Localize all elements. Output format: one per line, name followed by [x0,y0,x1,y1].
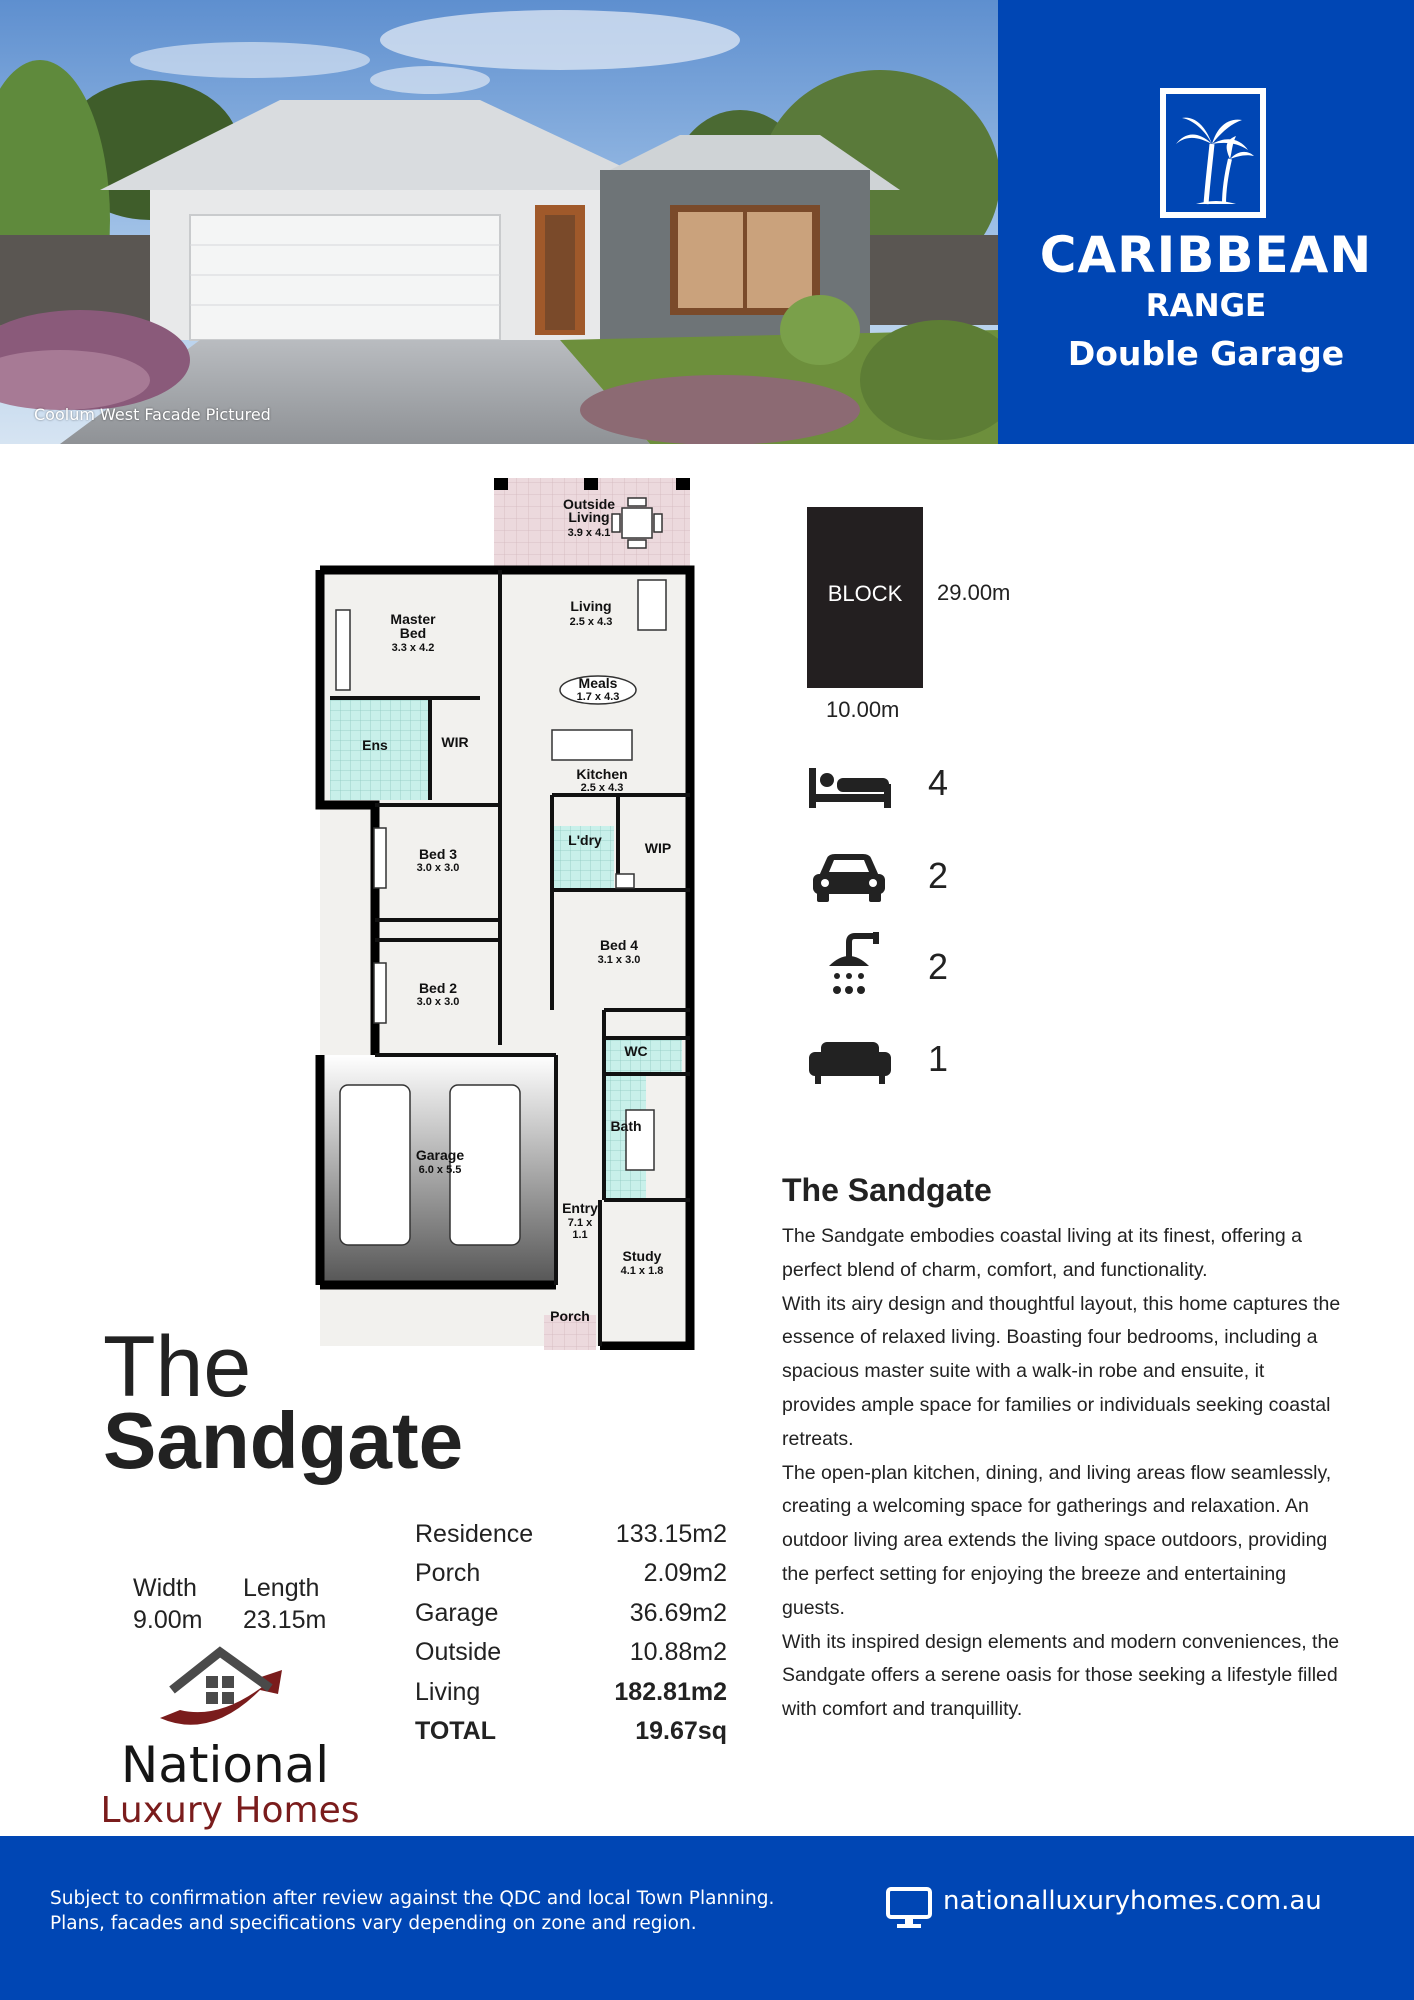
room-master-bed: Master [390,611,436,627]
hero-facade-image [0,0,998,444]
room-entry: Entry [562,1200,598,1216]
block-diagram [807,507,923,688]
bedrooms-count: 4 [928,762,949,803]
disclaimer-line-2: Plans, facades and specifications vary depending on zone and region. [50,1913,697,1934]
areas-table [415,1520,727,1756]
bed-icon [805,756,895,816]
description-paragraph: With its inspired design elements and modern conveniences, the Sandgate offers a serene oasis for those seeking a lifestyle filled with comfort and tranquillity. [782,1630,1340,1721]
title-line-2: Sandgate [103,1396,464,1485]
area-value: 2.09m2 [643,1559,727,1588]
footer [0,1836,1414,2000]
area-row [415,1559,727,1598]
room-living: Living [570,598,612,614]
block-width: 10.00m [826,697,900,722]
shower-icon [805,932,895,992]
length-label: Length [243,1574,320,1602]
area-row [415,1678,727,1717]
range-label: RANGE [1145,288,1267,324]
area-label: Living [415,1677,481,1706]
company-name-line-2: Luxury Homes [100,1790,360,1831]
svg-text:3.0 x 3.0: 3.0 x 3.0 [416,862,460,874]
car-icon [805,846,895,906]
area-row [415,1520,727,1559]
svg-text:Living: Living [568,509,610,525]
house-facade-illustration [0,0,998,444]
svg-text:1.7 x 4.3: 1.7 x 4.3 [576,691,620,703]
floor-plan [300,470,710,1350]
description-paragraph: The Sandgate embodies coastal living at its finest, offering a perfect blend of charm, comfort, and functionality. [782,1225,1302,1281]
area-value: 19.67sq [635,1716,727,1745]
bathrooms-count: 2 [928,946,949,987]
hero-caption: Coolum West Facade Pictured [34,405,271,424]
company-name-line-1: National [120,1736,330,1794]
description-paragraph: The open-plan kitchen, dining, and living areas flow seamlessly, creating a welcoming space for gatherings and relaxation. An outdoor living area extends the living space outdoors, providing the perfect setting for enjoying the breeze and entertaining guests. [782,1461,1332,1619]
block-length: 29.00m [937,580,1011,605]
svg-text:2.5 x 4.3: 2.5 x 4.3 [569,616,613,628]
room-bed-2: Bed 2 [418,980,458,996]
area-row [415,1599,727,1638]
room-outside-living: Outside [562,496,616,512]
width-label: Width [133,1574,197,1602]
svg-text:Bed: Bed [399,625,427,641]
description-paragraph: With its airy design and thoughtful layout, this home captures the essence of relaxed living. Boasting four bedrooms, including a spacious master suite with a walk-in robe and ensuite, it provides ample space for families or individuals seeking coastal retreats. [782,1292,1341,1450]
room-bed-4: Bed 4 [599,937,639,953]
disclaimer [50,1886,850,1936]
palm-trees-icon [1160,88,1266,218]
area-label: Garage [415,1598,499,1627]
area-label: Outside [415,1638,502,1667]
area-label: Porch [415,1559,481,1588]
svg-text:4.1 x 1.8: 4.1 x 1.8 [620,1265,664,1277]
room-wip: WIP [644,840,672,856]
length-value: 23.15m [243,1606,327,1634]
room-ens: Ens [362,737,388,753]
svg-text:3.1 x 3.0: 3.1 x 3.0 [597,954,641,966]
room-kitchen: Kitchen [576,766,628,782]
area-row-total [415,1717,727,1756]
sofa-icon [805,1032,895,1092]
garage-count: 2 [928,855,949,896]
living-areas-count: 1 [928,1038,949,1079]
svg-text:2.5 x 4.3: 2.5 x 4.3 [580,782,624,794]
room-laundry: L'dry [568,832,602,848]
area-value: 36.69m2 [629,1598,727,1627]
description-body [782,1220,1342,1727]
room-bed-3: Bed 3 [418,846,458,862]
brand-panel [998,0,1414,444]
room-wir: WIR [441,734,469,750]
room-garage: Garage [415,1147,465,1163]
area-label: TOTAL [415,1716,497,1745]
svg-text:7.1 x: 7.1 x [567,1217,593,1229]
svg-text:3.9 x 4.1: 3.9 x 4.1 [567,527,611,539]
svg-text:6.0 x 5.5: 6.0 x 5.5 [418,1164,462,1176]
area-value: 182.81m2 [614,1677,727,1706]
svg-text:3.0 x 3.0: 3.0 x 3.0 [416,996,460,1008]
monitor-icon [885,1886,933,1930]
room-wc: WC [624,1043,648,1059]
room-porch: Porch [550,1308,590,1324]
description-title: The Sandgate [782,1172,992,1208]
website-link[interactable]: nationalluxuryhomes.com.au [943,1886,1322,1916]
block-label: BLOCK [827,581,903,606]
area-row [415,1638,727,1677]
room-study: Study [622,1248,662,1264]
range-name: CARIBBEAN [1039,226,1373,284]
svg-text:3.3 x 4.2: 3.3 x 4.2 [391,642,435,654]
width-value: 9.00m [133,1606,203,1634]
area-label: Residence [415,1520,534,1548]
area-value: 10.88m2 [629,1638,727,1667]
garage-type: Double Garage [1067,334,1345,373]
svg-text:1.1: 1.1 [572,1229,588,1241]
area-value: 133.15m2 [615,1520,727,1548]
room-bath: Bath [610,1118,642,1134]
room-meals: Meals [578,675,618,691]
title-line-1: The [103,1319,252,1415]
disclaimer-line-1: Subject to confirmation after review against the QDC and local Town Planning. [50,1888,775,1909]
